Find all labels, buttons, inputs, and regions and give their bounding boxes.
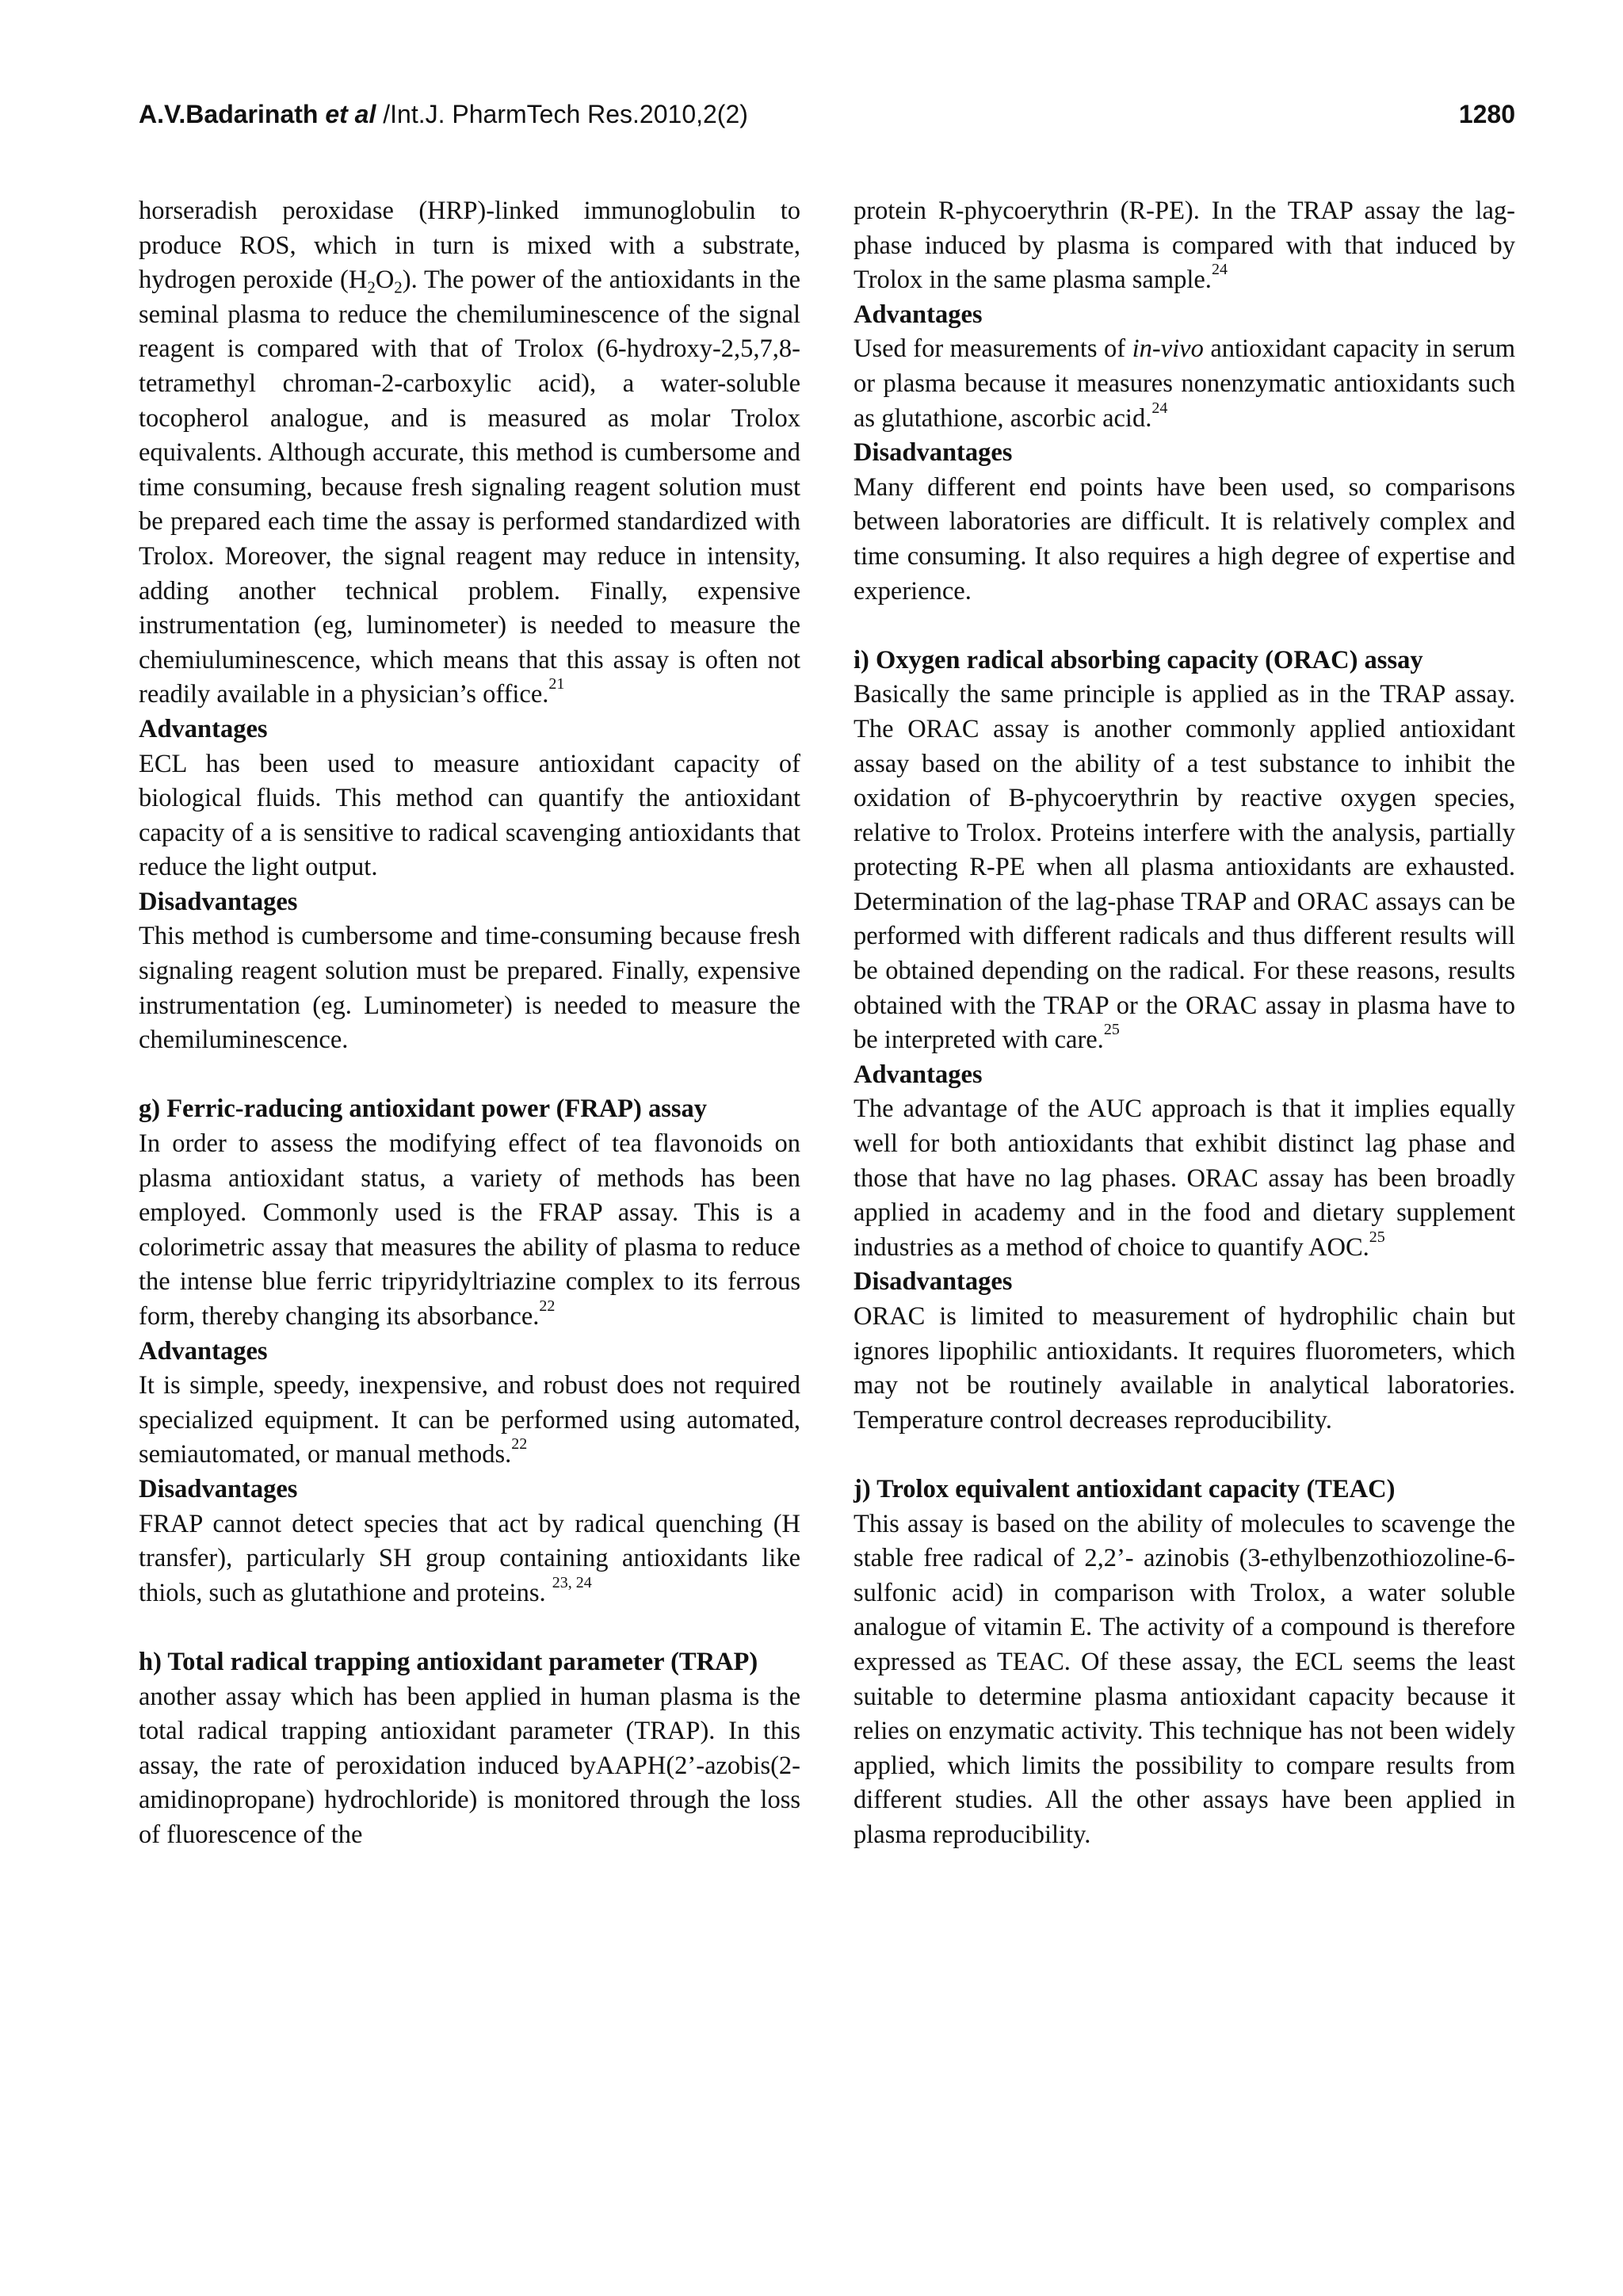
citation-superscript: 24 xyxy=(1151,399,1168,417)
frap-disadvantages-text: FRAP cannot detect species that act by radical quenching (H transfer), particularly SH group containing antioxidants like thiols, such as glutathione and proteins. $^{23, 24}$ xyxy=(139,1509,800,1607)
running-head xyxy=(139,97,1515,136)
teac-section-heading: j) Trolox equivalent antioxidant capacity (TEAC) xyxy=(854,1474,1396,1503)
orac-description-paragraph: Basically the same principle is applied as in the TRAP assay. The ORAC assay is another commonly applied antioxidant assay based on the ability of a test substance to inhibit the oxidation of B-phycoerythrin by reactive oxygen species, relative to Trolox. Proteins interfere with the analysis, partially protecting R-PE when all plasma antioxidants are exhausted. Determination of the lag-phase TRAP and ORAC assays can be performed with different radicals and thus different results will be obtained depending on the radical. For these reasons, results obtained with the TRAP or the ORAC assay in plasma have to be interpreted with care.$^{25}$ xyxy=(854,680,1515,1055)
frap-disadvantages-heading: Disadvantages xyxy=(139,1474,298,1503)
right-column xyxy=(854,194,1515,1853)
subscript: 2 xyxy=(367,277,376,297)
trap-disadvantages-text: Many different end points have been used, so comparisons between laboratories are difficult. It is relatively complex and time consuming. It also requires a high degree of expertise and experience. xyxy=(854,472,1515,606)
trap-section-heading: h) Total radical trapping antioxidant parameter (TRAP) xyxy=(139,1647,758,1676)
trap-advantages-text: Used for measurements of in-vivo antioxidant capacity in serum or plasma because it measures nonenzymatic antioxidants such as glutathione, ascorbic acid.$^{24}$ xyxy=(854,334,1515,433)
ecl-description-paragraph: horseradish peroxidase (HRP)-linked immunoglobulin to produce ROS, which in turn is mixed with a substrate, hydrogen peroxide $(H_2O_2)$. The power of the antioxidants in the seminal plasma to reduce the chemiluminescence of the signal reagent is compared with that of Trolox (6-hydroxy-2,5,7,8-tetramethyl chroman-2-carboxylic acid), a water-soluble tocopherol analogue, and is measured as molar Trolox equivalents. Although accurate, this method is cumbersome and time consuming, because fresh signaling reagent solution must be prepared each time the assay is performed standardized with Trolox. Moreover, the signal reagent may reduce in intensity, adding another technical problem. Finally, expensive instrumentation (eg, luminometer) is needed to measure the chemiuluminescence, which means that this assay is often not readily available in a physician’s office.$^{21}$ xyxy=(139,197,800,709)
left-column xyxy=(139,194,800,1853)
orac-disadvantages-heading: Disadvantages xyxy=(854,1267,1013,1297)
citation-superscript: 21 xyxy=(548,675,565,693)
teac-description-paragraph: This assay is based on the ability of molecules to scavenge the stable free radical of 2,2’- azinobis (3-ethylbenzothiozoline-6-sulfonic acid) in comparison with Trolox, a water soluble analogue of vitamin E. The activity of a compound is therefore expressed as TEAC. Of these assay, the ECL seems the least suitable to determine plasma antioxidant capacity because it relies on enzymatic activity. This technique has not been widely applied, which limits the possibility to compare results from different studies. All the other assays have been applied in plasma reproducibility. xyxy=(854,1509,1515,1849)
trap-disadvantages-heading: Disadvantages xyxy=(854,438,1013,468)
trap-description-continued: protein R-phycoerythrin (R-PE). In the TRAP assay the lag-phase induced by plasma is compared with that induced by Trolox in the same plasma sample.$^{24}$ xyxy=(854,197,1515,295)
header-journal: /Int.J. PharmTech Res.2010,2(2) xyxy=(383,100,748,128)
page-number: 1280 xyxy=(1458,100,1515,128)
citation-superscript: 24 xyxy=(1211,261,1228,279)
trap-description-paragraph: another assay which has been applied in human plasma is the total radical trapping antioxidant parameter (TRAP). In this assay, the rate of peroxidation induced byAAPH(2’-azobis(2-amidinopropane) hydrochloride) is monitored through the loss of fluorescence of the xyxy=(139,1682,800,1849)
frap-description-paragraph: In order to assess the modifying effect of tea flavonoids on plasma antioxidant status, a variety of methods has been employed. Commonly used is the FRAP assay. This is a colorimetric assay that measures the ability of plasma to reduce the intense blue ferric tripyridyltriazine complex to its ferrous form, thereby changing its absorbance.$^{22}$ xyxy=(139,1129,800,1331)
orac-advantages-text: The advantage of the AUC approach is that it implies equally well for both antioxidants that exhibit distinct lag phase and those that have no lag phases. ORAC assay has been broadly applied in academy and in the food and dietary supplement industries as a method of choice to quantify AOC.$^{25}$ xyxy=(854,1095,1515,1262)
frap-section-heading: g) Ferric-raducing antioxidant power (FRAP) assay xyxy=(139,1095,708,1124)
orac-disadvantages-text: ORAC is limited to measurement of hydrophilic chain but ignores lipophilic antioxidants. It requires fluorometers, which may not be routinely available in analytical laboratories. Temperature control decreases reproducibility. xyxy=(854,1302,1515,1435)
ecl-disadvantages-text: This method is cumbersome and time-consuming because fresh signaling reagent solution must be prepared. Finally, expensive instrumentation (eg. Luminometer) is needed to measure the chemiluminescence. xyxy=(139,922,800,1055)
citation-superscript: 25 xyxy=(1103,1021,1120,1039)
ecl-disadvantages-heading: Disadvantages xyxy=(139,887,298,916)
trap-advantages-heading: Advantages xyxy=(854,300,983,329)
ecl-advantages-heading: Advantages xyxy=(139,714,268,743)
citation-superscript: 23, 24 xyxy=(552,1573,592,1591)
citation-superscript: 22 xyxy=(511,1435,528,1454)
citation-superscript: 25 xyxy=(1369,1228,1385,1246)
citation-superscript: 22 xyxy=(539,1297,556,1315)
frap-advantages-heading: Advantages xyxy=(139,1336,268,1366)
frap-advantages-text: It is simple, speedy, inexpensive, and robust does not required specialized equipment. It can be performed using automated, semiautomated, or manual methods.$^{22}$ xyxy=(139,1371,800,1469)
subscript: 2 xyxy=(394,277,403,297)
ecl-advantages-text: ECL has been used to measure antioxidant capacity of biological fluids. This method can quantify the antioxidant capacity of a is sensitive to radical scavenging antioxidants that reduce the light output. xyxy=(139,749,800,882)
header-et-al: et al xyxy=(325,100,376,128)
orac-section-heading: i) Oxygen radical absorbing capacity (ORAC) assay xyxy=(854,645,1423,674)
orac-advantages-heading: Advantages xyxy=(854,1060,983,1089)
header-author: A.V.Badarinath xyxy=(139,100,319,128)
